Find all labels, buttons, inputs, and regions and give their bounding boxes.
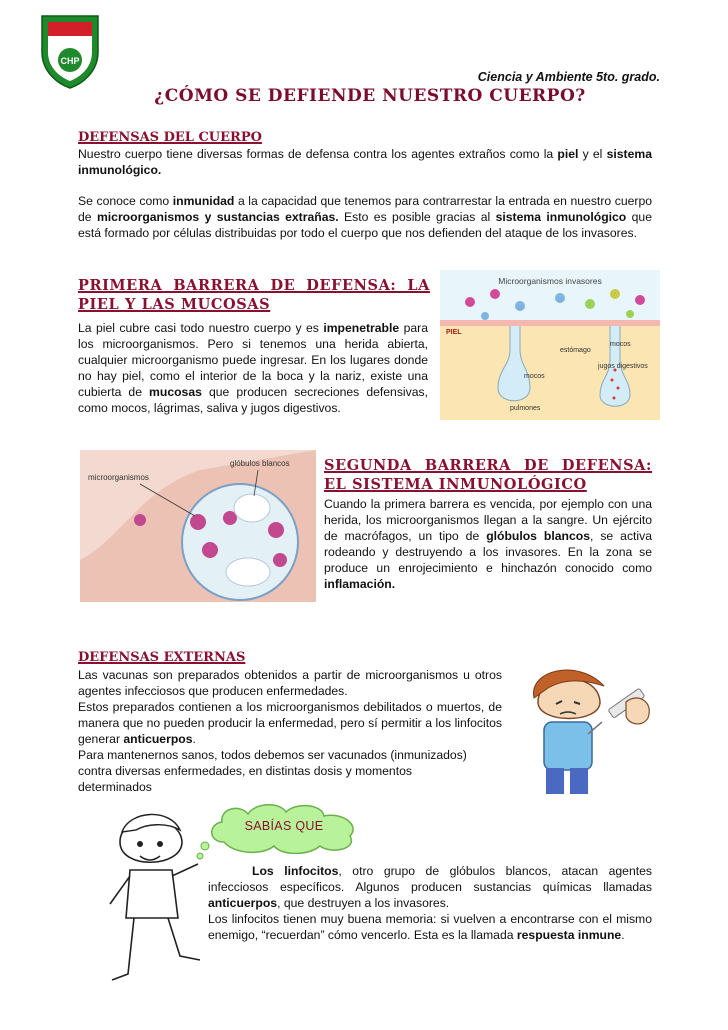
diagram-title: Microorganismos invasores <box>498 276 602 286</box>
paragraph-vacunas-3: Para mantenernos sanos, todos debemos ser vacunados (inmunizados) contra diversas enfermedades, en distintas dosis y momentos determinados <box>78 748 467 794</box>
paragraph-vacunas-1: Las vacunas son preparados obtenidos a partir de microorganismos u otros agentes infecciosos que producen enfermedades. <box>78 668 502 698</box>
globulos-diagram <box>80 450 316 602</box>
heading-defensas-externas: DEFENSAS EXTERNAS <box>78 650 246 665</box>
logo-text: CHP <box>60 56 80 66</box>
paragraph-linfocitos-1: Los linfocitos, otro grupo de glóbulos blancos, atacan agentes infecciosos específicos. Algunos producen sustancias químicas llamadas anticuerpos, que destruyen a los invasores. <box>208 864 653 910</box>
paragraph-primera-barrera: La piel cubre casi todo nuestro cuerpo y es impenetrable para los microorganismos. Pero si tenemos una herida abierta, cualquier microorganismo puede ingresar. En los lugares donde no hay piel, como el interior de la boca y la nariz, existe una cubierta de mucosas que producen secreciones defensivas, como mocos, lágrimas, saliva y jugos digestivos. <box>78 321 429 415</box>
label-jugos: jugos digestivos <box>598 363 648 370</box>
label-microorganismos: microorganismos <box>88 473 149 482</box>
course-label: Ciencia y Ambiente 5to. grado. <box>477 70 660 84</box>
label-pulmones: pulmones <box>510 405 541 412</box>
label-piel: PIEL <box>446 329 462 336</box>
paragraph-linfocitos-2: Los linfocitos tienen muy buena memoria: si vuelven a encontrarse con el mismo enemigo, “recuerdan” cómo vencerlo. Esta es la llamada respuesta inmune. <box>208 912 652 942</box>
paragraph-defensas-2: Se conoce como inmunidad a la capacidad que tenemos para contrarrestar la entrada en nuestro cuerpo de microorganismos y sustancias extrañas. Esto es posible gracias al sistema inmunológico que está formado por células distribuidas por todo el cuerpo que nos defienden del ataque de los invasores. <box>78 194 652 240</box>
label-globulos: glóbulos blancos <box>230 459 290 468</box>
sabias-que-label: SABÍAS QUE <box>244 819 324 833</box>
heading-segunda-barrera: SEGUNDA BARRERA DE DEFENSA: EL SISTEMA INMUNOLÓGICO <box>324 457 652 493</box>
heading-defensas-cuerpo: DEFENSAS DEL CUERPO <box>78 130 262 145</box>
school-logo <box>38 12 102 90</box>
label-mocos-1: mocos <box>610 341 631 348</box>
page-title: ¿CÓMO SE DEFIENDE NUESTRO CUERPO? <box>154 86 586 106</box>
sabias-que-cloud <box>204 802 364 854</box>
paragraph-vacunas-2: Estos preparados contienen a los microorganismos debilitados o muertos, de manera que no pueden producir la enfermedad, pero sí permitir a los linfocitos generar anticuerpos. <box>78 700 502 746</box>
paragraph-segunda-barrera: Cuando la primera barrera es vencida, por ejemplo con una herida, los microorganismos llegan a la sangre. Un ejército de macrófagos, un tipo de glóbulos blancos, se activa rodeando y destruyendo a los invasores. En la zona se produce un enrojecimiento e hinchazón conocido como inflamación. <box>324 497 653 591</box>
paragraph-defensas-1: Nuestro cuerpo tiene diversas formas de defensa contra los agentes extraños como la piel y el sistema inmunológico. <box>78 147 652 177</box>
heading-primera-barrera: PRIMERA BARRERA DE DEFENSA: LA PIEL Y LAS MUCOSAS <box>78 277 430 313</box>
mucosas-diagram <box>440 270 660 420</box>
label-estomago: estómago <box>560 347 591 354</box>
vaccination-illustration <box>508 662 658 798</box>
label-mocos-2: mocos <box>524 373 545 380</box>
kid-illustration <box>100 806 210 1002</box>
